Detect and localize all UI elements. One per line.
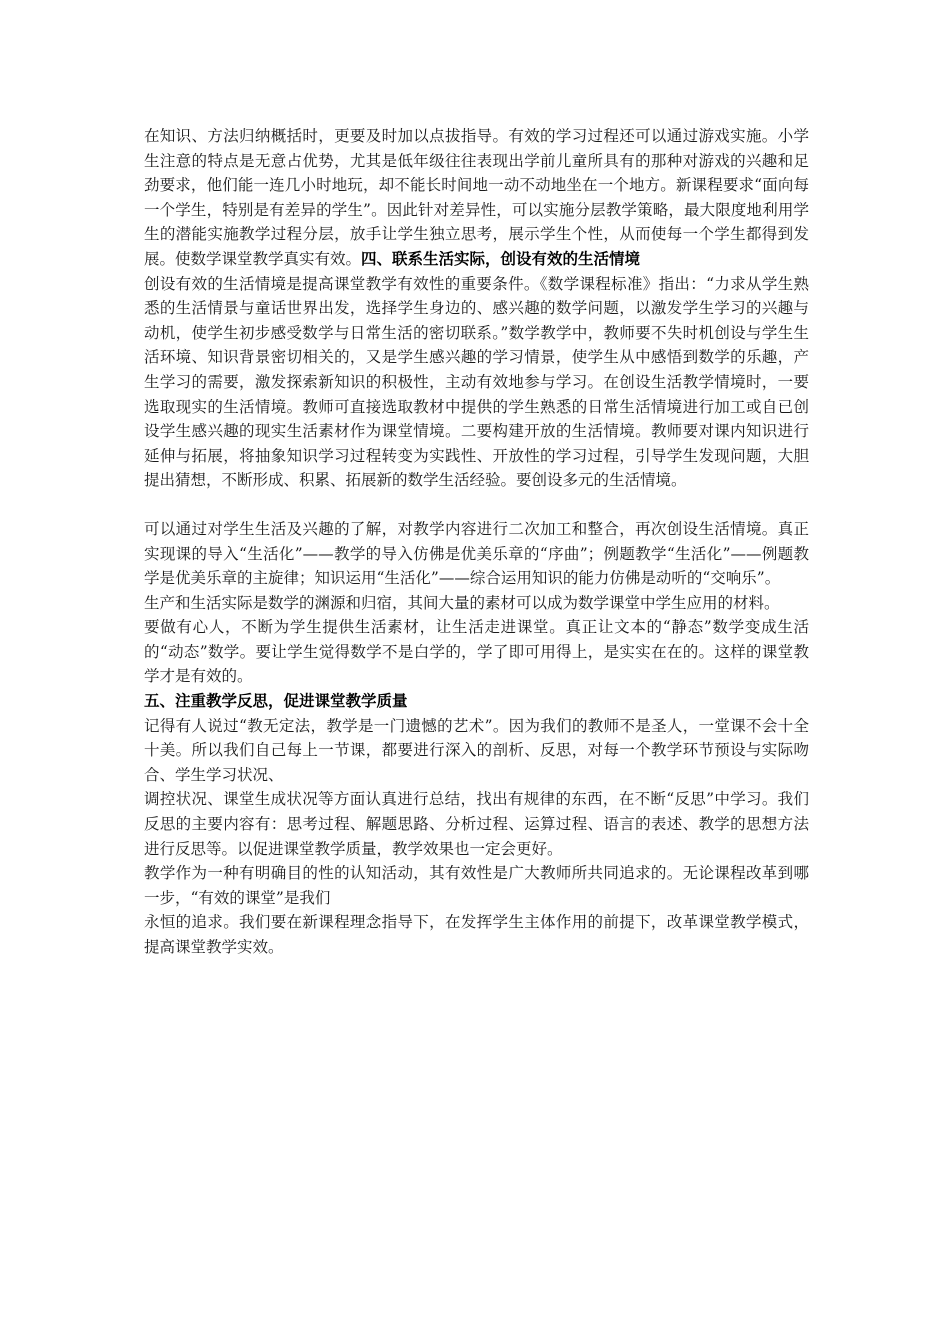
- paragraph-gap: [144, 493, 809, 517]
- paragraph-2: 创设有效的生活情境是提高课堂教学有效性的重要条件。《数学课程标准》指出：“力求从学生熟悉的生活情景与童话世界出发，选择学生身边的、感兴趣的数学问题，以激发学生学习的兴趣与动机，使学生初步感受数学与日常生活的密切联系。”数学教学中，教师要不失时机创设与学生生活环境、知识背景密切相关的，又是学生感兴趣的学习情景，使学生从中感悟到数学的乐趣，产生学习的需要，激发探索新知识的积极性，主动有效地参与学习。在创设生活教学情境时，一要选取现实的生活情境。教师可直接选取教材中提供的学生熟悉的日常生活情境进行加工或自已创设学生感兴趣的现实生活素材作为课堂情境。二要构建开放的生活情境。教师要对课内知识进行延伸与拓展，将抽象知识学习过程转变为实践性、开放性的学习过程，引导学生发现问题，大胆提出猜想，不断形成、积累、拓展新的数学生活经验。要创设多元的生活情境。: [144, 274, 809, 490]
- section-heading-4: 四、联系生活实际，创设有效的生活情境: [361, 249, 641, 268]
- section-heading-5: 五、注重教学反思，促进课堂教学质量: [144, 692, 408, 711]
- paragraph-8: 教学作为一种有明确目的性的认知活动，其有效性是广大教师所共同追求的。无论课程改革到哪一步，“有效的课堂”是我们: [144, 864, 809, 907]
- paragraph-1: [144, 124, 809, 272]
- paragraph-4: 生产和生活实际是数学的渊源和归宿，其间大量的素材可以成为数学课堂中学生应用的材料。: [144, 593, 780, 612]
- document-body: [144, 124, 809, 960]
- paragraph-9: 永恒的追求。我们要在新课程理念指导下，在发挥学生主体作用的前提下，改革课堂教学模式，提高课堂教学实效。: [144, 913, 809, 956]
- paragraph-1-text: 在知识、方法归纳概括时，更要及时加以点拔指导。有效的学习过程还可以通过游戏实施。小学生注意的特点是无意占优势，尤其是低年级往往表现出学前儿童所具有的那种对游戏的兴趣和足劲要求，他们能一连几小时地玩，却不能长时间地一动不动地坐在一个地方。新课程要求“面向每一个学生，特别是有差异的学生”。因此针对差异性，可以实施分层教学策略，最大限度地利用学生的潜能实施教学过程分层，放手让学生独立思考，展示学生个性，从而使每一个学生都得到发展。使数学课堂教学真实有效。: [144, 127, 809, 268]
- paragraph-3: 可以通过对学生生活及兴趣的了解，对教学内容进行二次加工和整合，再次创设生活情境。真正实现课的导入“生活化”——教学的导入仿佛是优美乐章的“序曲”；例题教学“生活化”——例题教学是优美乐章的主旋律；知识运用“生活化”——综合运用知识的能力仿佛是动听的“交响乐”。: [144, 519, 809, 588]
- paragraph-5: 要做有心人，不断为学生提供生活素材，让生活走进课堂。真正让文本的“静态”数学变成生活的“动态”数学。要让学生觉得数学不是白学的，学了即可用得上，是实实在在的。这样的课堂教学才是有效的。: [144, 618, 809, 686]
- paragraph-7: 调控状况、课堂生成状况等方面认真进行总结，找出有规律的东西，在不断“反思”中学习。我们反思的主要内容有：思考过程、解题思路、分析过程、运算过程、语言的表述、教学的思想方法进行反思等。以促进课堂教学质量，教学效果也一定会更好。: [144, 790, 809, 858]
- paragraph-6: 记得有人说过“教无定法，教学是一门遗憾的艺术”。因为我们的教师不是圣人，一堂课不会十全十美。所以我们自己每上一节课，都要进行深入的剖析、反思，对每一个教学环节预设与实际吻合、学生学习状况、: [144, 716, 809, 784]
